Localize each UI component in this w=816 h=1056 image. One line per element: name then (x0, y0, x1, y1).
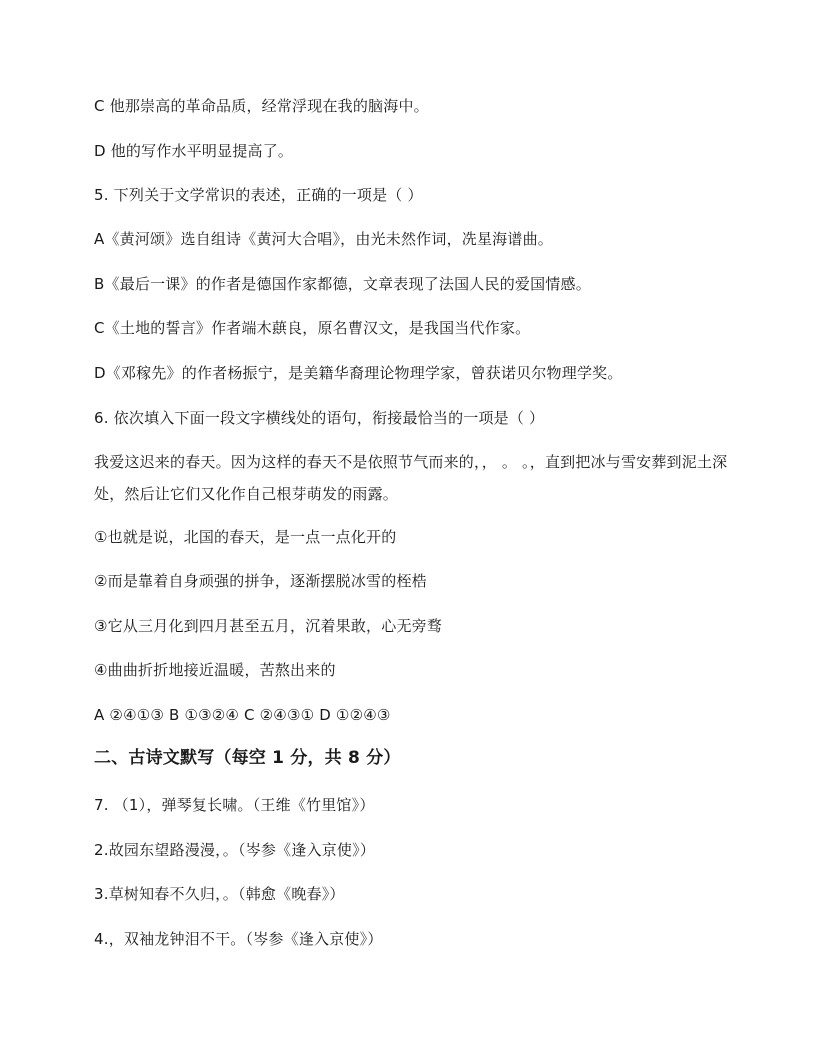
q6-sentence-2: ②而是靠着自身顽强的拼争，逐渐摆脱冰雪的桎梏 (94, 572, 427, 590)
q6-passage: 我爱这迟来的春天。因为这样的春天不是依照节气而来的，， 。 。，直到把冰与雪安葬到泥土深处，然后让它们又化作自己根芽萌发的雨露。 (94, 453, 728, 503)
q6-sentence-3: ③它从三月化到四月甚至五月，沉着果敢，心无旁骛 (94, 617, 443, 635)
q6-sentence-4: ④曲曲折折地接近温暖，苦熬出来的 (94, 661, 336, 679)
question-7-item-1: 7. （1），弹琴复长啸。（王维《竹里馆》） (94, 796, 375, 814)
q5-option-d: D《邓稼先》的作者杨振宁，是美籍华裔理论物理学家，曾获诺贝尔物理学奖。 (94, 364, 623, 382)
section-heading: 二、古诗文默写（每空 1 分，共 8 分） (94, 748, 401, 768)
option-c-line: C 他那崇高的革命品质，经常浮现在我的脑海中。 (94, 97, 429, 115)
question-7-item-2: 2.故园东望路漫漫，。（岑参《逢入京使》） (94, 841, 376, 859)
q5-option-b: B《最后一课》的作者是德国作家都德，文章表现了法国人民的爱国情感。 (94, 275, 591, 293)
q5-option-a: A《黄河颂》选自组诗《黄河大合唱》，由光未然作词，冼星海谱曲。 (94, 230, 553, 248)
question-7-item-4: 4.，双袖龙钟泪不干。（岑参《逢入京使》） (94, 930, 383, 948)
q6-options: A ②④①③ B ①③②④ C ②④③① D ①②④③ (94, 706, 391, 724)
q5-option-c: C《土地的誓言》作者端木蕻良，原名曹汉文，是我国当代作家。 (94, 319, 531, 337)
q6-sentence-1: ①也就是说，北国的春天，是一点一点化开的 (94, 528, 397, 546)
option-d-line: D 他的写作水平明显提高了。 (94, 142, 294, 160)
question-6: 6. 依次填入下面一段文字横线处的语句，衔接最恰当的一项是（ ） (94, 409, 545, 427)
question-5: 5. 下列关于文学常识的表述，正确的一项是（ ） (94, 186, 423, 204)
question-7-item-3: 3.草树知春不久归，。（韩愈《晚春》） (94, 885, 345, 903)
